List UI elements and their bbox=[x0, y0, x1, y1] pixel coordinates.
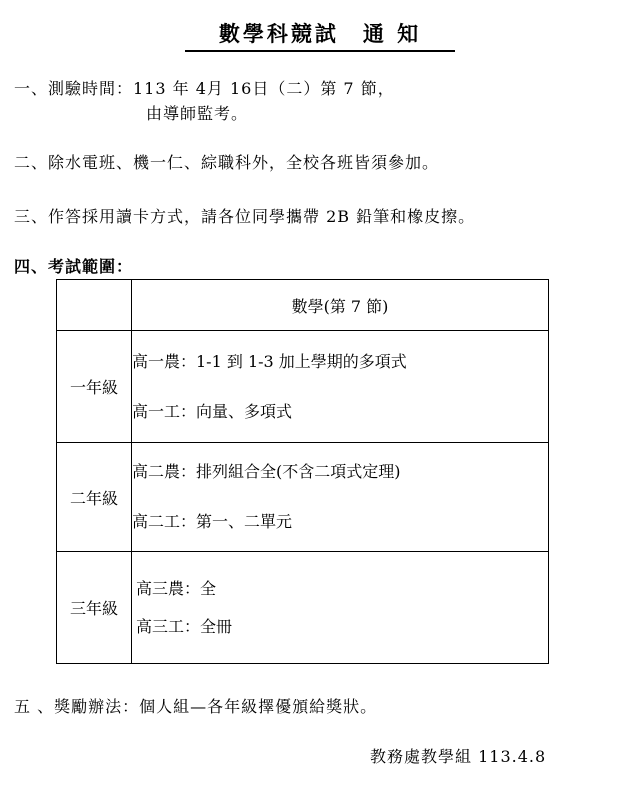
page-title: 數學科競試 通 知 bbox=[185, 18, 455, 52]
scope-cell bbox=[132, 331, 549, 443]
scope-line: 高一農：1-1 到 1-3 加上學期的多項式 bbox=[132, 351, 407, 371]
answer-method-item: 三、作答採用讀卡方式，請各位同學攜帶 2B 鉛筆和橡皮擦。 bbox=[14, 207, 476, 226]
scope-line: 高二農：排列組合全(不含二項式定理) bbox=[132, 462, 401, 481]
issuer-signature: 教務處教學組 113.4.8 bbox=[370, 747, 547, 766]
scope-heading: 四、考試範圍： bbox=[14, 257, 134, 276]
table-header-row bbox=[57, 280, 549, 331]
scope-line: 高三工：全冊 bbox=[136, 616, 233, 636]
awards-item: 五 、獎勵辦法：個人組—各年級擇優頒給獎狀。 bbox=[14, 697, 378, 716]
grade-cell: 三年級 bbox=[57, 552, 132, 664]
table-header-cell: 數學(第 7 節) bbox=[132, 280, 549, 331]
grade-cell: 二年級 bbox=[57, 443, 132, 552]
table-row bbox=[57, 443, 549, 552]
grade-cell: 一年級 bbox=[57, 331, 132, 443]
table-row bbox=[57, 331, 549, 443]
table-row bbox=[57, 552, 549, 664]
scope-cell bbox=[132, 443, 549, 552]
scope-line: 高一工：向量、多項式 bbox=[132, 401, 293, 421]
scope-line: 高二工：第一、二單元 bbox=[132, 512, 293, 531]
exam-scope-table bbox=[56, 279, 549, 664]
participants-item: 二、除水電班、機一仁、綜職科外，全校各班皆須參加。 bbox=[14, 153, 440, 172]
exam-time-item: 一、測驗時間：113 年 4月 16日（二）第 7 節， bbox=[14, 79, 395, 98]
empty-header-cell bbox=[57, 280, 132, 331]
scope-cell bbox=[132, 552, 549, 664]
exam-time-continuation: 由導師監考。 bbox=[146, 104, 249, 123]
scope-line: 高三農：全 bbox=[136, 578, 217, 598]
